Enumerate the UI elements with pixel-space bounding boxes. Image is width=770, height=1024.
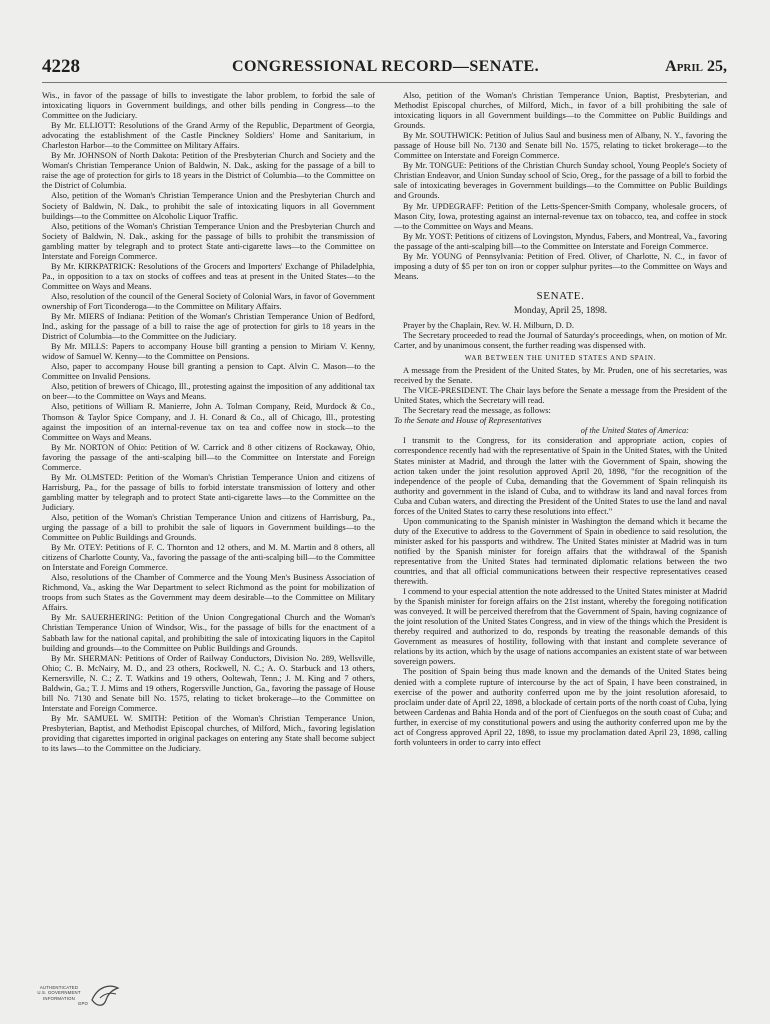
address-line: To the Senate and House of Representatives (394, 415, 542, 426)
seal-line: AUTHENTICATED (39, 985, 79, 990)
seal-line: U.S. GOVERNMENT (37, 990, 81, 996)
seal-line: GPO (77, 1000, 89, 1006)
running-title: CONGRESSIONAL RECORD—SENATE. (232, 58, 539, 75)
address-line: of the United States of America: (580, 425, 689, 436)
page-number: 4228 (42, 56, 80, 77)
gpo-authentication-seal (20, 980, 130, 1014)
petition-paragraph: Wis., in favor of the passage of bills to investigate the labor problem, to forbid the sale of intoxicating liquors in Government buildings, and other bills pending in Congress—to the Committee on the Judiciary. (42, 90, 375, 121)
proceedings-paragraph: Prayer by the Chaplain, Rev. W. H. Milburn, D. D. (403, 319, 574, 330)
petition-paragraph: By Mr. SAMUEL W. SMITH: Petition of the Woman's Christian Temperance Union, Presbyterian, Baptist, and Methodist Episcopal churches, of Milford, Mich., favoring legislation providing that cigarettes imported in original packages on entering any State shall become subject to its laws—to the Committee on the Judiciary. (42, 712, 375, 754)
message-intro-paragraph: The VICE-PRESIDENT. The Chair lays before the Senate a message from the President of the United States, which the Secretary will read. (394, 385, 727, 406)
petition-paragraph: By Mr. TONGUE: Petitions of the Christian Church Sunday school, Young People's Society of Christian Endeavor, and Union Sunday school of Scio, Oreg., for the passage of a bill to forbid the sale of intoxicating beverages in Government buildings—to the Committee on Public Buildings and Grounds. (394, 160, 727, 201)
petition-paragraph: By Mr. OTEY: Petitions of F. C. Thornton and 12 others, and M. M. Martin and 8 others, all citizens of Charlotte County, Va., favoring the passage of the anti-scalping bill—to the Committee on Interstate and Foreign Commerce. (42, 542, 375, 573)
petition-paragraph: Also, petition of the Woman's Christian Temperance Union and the Presbyterian Church and Society of Baldwin, N. Dak., to prohibit the sale of intoxicating liquors in all Government buildings—to the Committee on Alcoholic Liquor Traffic. (42, 190, 375, 221)
senate-heading: SENATE. (536, 289, 585, 302)
petition-paragraph: Also, petition of the Woman's Christian Temperance Union and citizens of Harrisburg, Pa., urging the passage of a bill to prohibit the sale of liquors in Government buildings—to the Committee on Public Buildings and Grounds. (42, 511, 375, 543)
petition-paragraph: Also, petition of the Woman's Christian Temperance Union, Baptist, Presbyterian, and Methodist Episcopal churches, of Milford, Mich., in favor of a bill prohibiting the sale of intoxicating liquors in all Government buildings—to the Committee on Public Buildings and Grounds. (394, 90, 727, 131)
session-date: Monday, April 25, 1898. (513, 305, 608, 316)
petition-paragraph: Also, petitions of the Woman's Christian Temperance Union and the Presbyterian Church and Society of Baldwin, N. Dak., asking for the passage of bills to prohibit the transmission of gambling matter by telegraph and to protect State anti-cigarette laws—to the Committee on Interstate and Foreign Commerce. (42, 220, 375, 261)
page-header (42, 56, 727, 80)
petition-paragraph: By Mr. YOST: Petitions of citizens of Lovingston, Myndus, Fabers, and Montreal, Va., favoring the passage of the anti-scalping bill—to the Committee on Interstate and Foreign Commerce. (394, 230, 727, 251)
proceedings-paragraph: The Secretary proceeded to read the Journal of Saturday's proceedings, when, on motion of Mr. Carter, and by unanimous consent, the further reading was dispensed with. (394, 329, 727, 350)
war-section-heading: WAR BETWEEN THE UNITED STATES AND SPAIN. (464, 354, 657, 363)
petition-paragraph: By Mr. YOUNG of Pennsylvania: Petition of Fred. Oliver, of Charlotte, N. C., in favor of imposing a duty of $5 per ton on iron or copper sulphur pyrites—to the Committee on Ways and Means. (394, 250, 727, 281)
petition-paragraph: By Mr. OLMSTED: Petition of the Woman's Christian Temperance Union and citizens of Harrisburg, Pa., for the passage of bills to forbid interstate transmission of lottery and other gambling matter by telegraph and to protect State anti-cigarette laws—to the Committee on the Judiciary. (42, 471, 375, 512)
petition-paragraph: By Mr. SAUERHERING: Petition of the Union Congregational Church and the Woman's Christian Temperance Union of Windsor, Wis., for the passage of bills for the enactment of a Sabbath law for the national capital, and prohibiting the sale of intoxicating liquors in the Capitol building and grounds—to the Committee on Public Buildings and Grounds. (42, 612, 375, 653)
header-rule (42, 82, 727, 83)
petition-paragraph: By Mr. SHERMAN: Petitions of Order of Railway Conductors, Division No. 289, Wellsville, Ohio; C. B. McNairy, M. D., and 23 others, Rockwell, N. C.; A. O. Starbuck and 13 others, Kernersville, N. C.; Z. T. Watkins and 19 others, Ooltewah, Tenn.; J. M. King and 7 others, Baldwin, Ga.; T. J. Mims and 19 others, Rogersville Junction, Ga., favoring the passage of House bill No. 7130 and Senate bill No. 1575, relating to ticket brokerage—to the Committee on Interstate and Foreign Commerce. (42, 652, 375, 713)
petition-paragraph: Also, paper to accompany House bill granting a pension to Capt. Alvin C. Mason—to the Committee on Invalid Pensions. (42, 361, 375, 382)
message-paragraph: Upon communicating to the Spanish minister in Washington the demand which it became the duty of the Executive to address to the Government of Spain in obedience to said resolution, the minister asked for his passports and withdrew. The United States minister at Madrid was in turn notified by the Spanish minister for foreign affairs that the withdrawal of the Spanish representative from the United States had terminated diplomatic relations between the two countries, and that all official communications between their respective representatives ceased therewith. (394, 515, 727, 587)
seal-line: INFORMATION (43, 995, 75, 1001)
petition-paragraph: By Mr. NORTON of Ohio: Petition of W. Carrick and 8 other citizens of Rockaway, Ohio, favoring the passage of the anti-scalping bill—to the Committee on Interstate and Foreign Commerce. (42, 441, 375, 472)
petition-paragraph: Also, resolution of the council of the General Society of Colonial Wars, in favor of Government ownership of Fort Ticonderoga—to the Committee on Military Affairs. (42, 290, 375, 311)
right-column (394, 90, 727, 990)
petition-paragraph: By Mr. MILLS: Papers to accompany House bill granting a pension to Miriam V. Kenny, widow of Samuel W. Kenny—to the Committee on Pensions. (42, 341, 375, 362)
message-intro-paragraph: A message from the President of the United States, by Mr. Pruden, one of his secretaries, was received by the Senate. (394, 365, 727, 386)
message-paragraph: I commend to your especial attention the note addressed to the United States minister at Madrid by the Spanish minister for foreign affairs on the 21st instant, whereby the foregoing notification was conveyed. It will be perceived therefrom that the Government of Spain, having cognizance of the joint resolution of the United States Congress, and in view of the things which the President is thereby required and authorized to do, responds by treating the reasonable demands of this Government as measures of hostility, following with that instant and complete severance of relations by its action, which by the usage of nations accompanies an existent state of war between sovereign powers. (394, 586, 727, 667)
message-paragraph: I transmit to the Congress, for its consideration and appropriate action, copies of correspondence recently had with the representative of Spain in the United States, with the United States minister at Madrid, and through the latter with the Government of Spain, showing the action taken under the joint resolution approved April 20, 1898, "for the recognition of the independence of the people of Cuba, demanding that the Government of Spain relinquish its authority and government in the island of Cuba, and to withdraw its land and naval forces from Cuba and Cuban waters, and directing the President of the United States to use the land and naval forces of the United States to carry these resolutions into effect." (394, 435, 727, 516)
petition-paragraph: By Mr. KIRKPATRICK: Resolutions of the Grocers and Importers' Exchange of Philadelphia, Pa., in opposition to a tax on stocks of coffees and teas at present in the United States—to the Committee on Ways and Means. (42, 260, 375, 291)
petition-paragraph: By Mr. UPDEGRAFF: Petition of the Letts-Spencer-Smith Company, wholesale grocers, of Mason City, Iowa, protesting against an internal-revenue tax on tobacco, tea, and coffee in stock—to the Committee on Ways and Means. (394, 200, 727, 231)
petition-paragraph: By Mr. SOUTHWICK: Petition of Julius Saul and business men of Albany, N. Y., favoring the passage of House bill No. 7130 and Senate bill No. 1575, relating to ticket brokerage—to the Committee on Interstate and Foreign Commerce. (394, 130, 727, 161)
message-paragraph: The position of Spain being thus made known and the demands of the United States being denied with a complete rupture of intercourse by the act of Spain, I have been constrained, in exercise of the power and authority conferred upon me by the joint resolution aforesaid, to proclaim under date of April 22, 1898, a blockade of certain ports of the north coast of Cuba, lying between Cardenas and Bahia Honda and of the port of Cienfuegos on the south coast of Cuba; and further, in exercise of my constitutional powers and using the authority conferred upon me by the act of Congress approved April 22, 1898, to issue my proclamation dated April 23, 1898, calling forth volunteers in order to carry into effect (394, 666, 727, 747)
petition-paragraph: Also, petitions of William R. Manierre, John A. Tolman Company, Reid, Murdock & Co., Thomson & Taylor Spice Company, and J. H. Conard & Co., all of Chicago, Ill., protesting against the imposition of an internal-revenue tax on tea and coffee now in stock—to the Committee on Ways and Means. (42, 401, 375, 442)
issue-date: April 25, (665, 58, 727, 75)
petition-paragraph: By Mr. MIERS of Indiana: Petition of the Woman's Christian Temperance Union of Bedford, Ind., asking for the passage of a bill to raise the age of protection for girls to 18 years in the District of Columbia—to the Committee on the Judiciary. (42, 311, 375, 342)
seal-text (20, 985, 98, 1006)
petition-paragraph: By Mr. ELLIOTT: Resolutions of the Grand Army of the Republic, Department of Georgia, advocating the establishment of the Castle Pinckney Soldiers' Home and Sanitarium, in Charleston Harbor—to the Committee on Military Affairs. (42, 120, 375, 151)
petition-paragraph: Also, petition of brewers of Chicago, Ill., protesting against the imposition of any additional tax on beer—to the Committee on Ways and Means. (42, 381, 375, 402)
message-intro-paragraph: The Secretary read the message, as follows: (403, 405, 551, 416)
left-column (42, 90, 375, 990)
petition-paragraph: By Mr. JOHNSON of North Dakota: Petition of the Presbyterian Church and Society and the Woman's Christian Temperance Union of Baldwin, N. Dak., asking for the passage of a bill to raise the age of protection for girls to 18 years in the District of Columbia—to the Committee on the District of Columbia. (42, 150, 375, 191)
eagle-icon (88, 980, 122, 1014)
petition-paragraph: Also, resolutions of the Chamber of Commerce and the Young Men's Business Association of Richmond, Va., asking the War Department to select Richmond as the point for mobilization of troops from such States as the Government may deem desirable—to the Committee on Military Affairs. (42, 572, 375, 613)
